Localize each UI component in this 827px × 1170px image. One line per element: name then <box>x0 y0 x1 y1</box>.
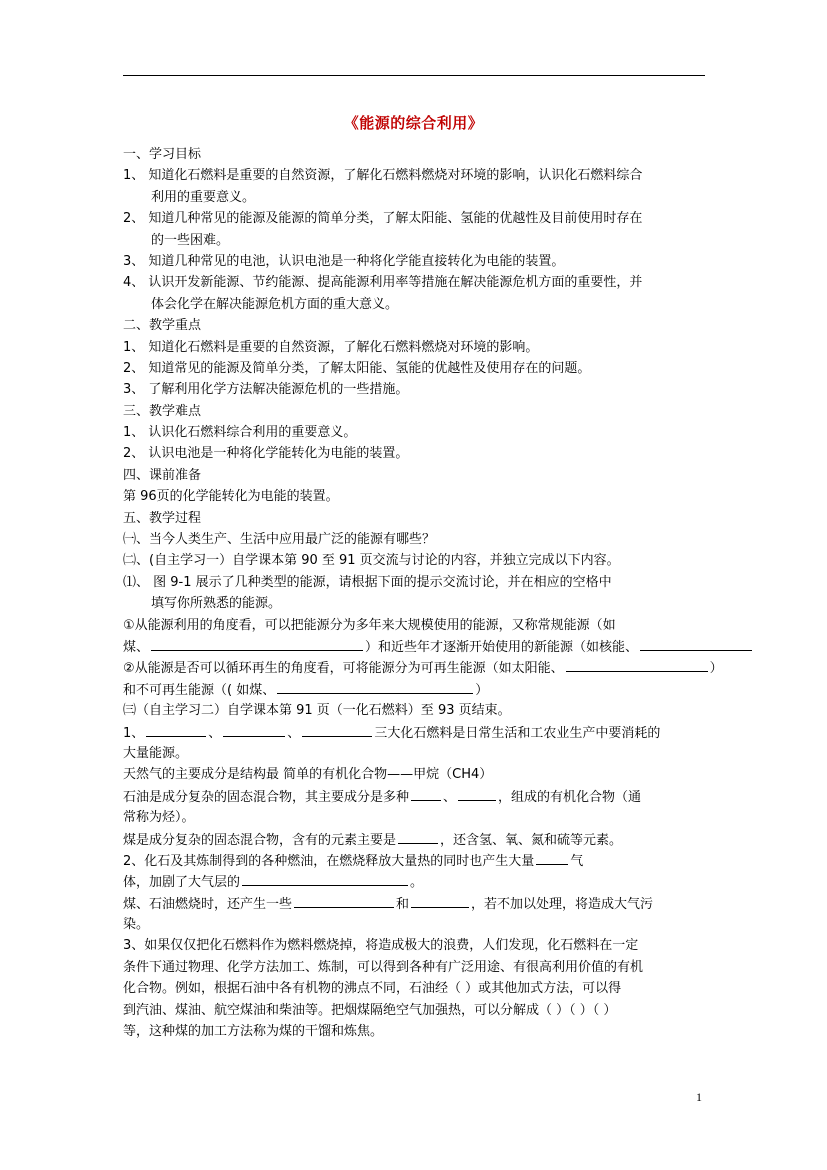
text-line: 1、 知道化石燃料是重要的自然资源，了解化石燃料燃烧对环境的影响，认识化石燃料综合 <box>123 168 643 184</box>
text-fragment: ） <box>475 682 489 698</box>
text-fragment: 煤、石油燃烧时，还产生一些 <box>123 896 293 912</box>
text-line: 2、 知道常见的能源及简单分类，了解太阳能、氢能的优越性及使用存在的问题。 <box>123 360 591 376</box>
text-line: 1、 知道化石燃料是重要的自然资源，了解化石燃料燃烧对环境的影响。 <box>123 339 539 355</box>
text-line: 2、 认识电池是一种将化学能转化为电能的装置。 <box>123 446 409 462</box>
fill-in-line <box>123 657 723 678</box>
text-line: 常称为烃）。 <box>123 810 195 826</box>
text-line: 到汽油、煤油、航空煤油和柴油等。把烟煤隔绝空气加强热，可以分解成（ ）（ ）（ ） <box>123 1002 617 1018</box>
text-line: ㈡、(自主学习一）自学课本第 90 至 91 页交流与讨论的内容，并独立完成以下内容。 <box>123 553 620 569</box>
answer-blank[interactable] <box>398 829 438 844</box>
text-line: 利用的重要意义。 <box>151 189 256 205</box>
text-fragment: 1、 <box>123 725 145 741</box>
text-line: 体会化学在解决能源危机方面的重大意义。 <box>151 296 399 312</box>
section-heading: 一、学习目标 <box>123 147 202 162</box>
fill-in-line <box>123 829 709 850</box>
section-heading: 五、教学过程 <box>123 510 202 526</box>
text-line: 1、 认识化石燃料综合利用的重要意义。 <box>123 425 357 441</box>
answer-blank[interactable] <box>146 722 206 737</box>
fill-in-line <box>123 679 709 700</box>
answer-blank[interactable] <box>458 786 496 801</box>
text-fragment: 。 <box>410 875 424 891</box>
text-fragment: 、 <box>208 725 222 741</box>
text-fragment: ，组成的有机化合物（通 <box>498 789 642 805</box>
answer-blank[interactable] <box>223 722 285 737</box>
text-fragment: ，还含氢、氧、氮和硫等元素。 <box>440 832 623 848</box>
header-rule <box>123 75 705 76</box>
text-line: ㈢（自主学习二）自学课本第 91 页（一化石燃料）至 93 页结束。 <box>123 703 511 719</box>
text-line: 4、 认识开发新能源、节约能源、提高能源利用率等措施在解决能源危机方面的重要性，并 <box>123 275 643 291</box>
fill-in-line <box>123 636 709 657</box>
text-fragment: 气 <box>570 853 584 869</box>
text-fragment: 体，加剧了大气层的 <box>123 875 241 891</box>
answer-blank[interactable] <box>411 786 441 801</box>
fill-in-line <box>123 871 709 892</box>
text-line: 填写你所熟悉的能源。 <box>151 596 282 612</box>
text-line: 大量能源。 <box>123 745 189 761</box>
text-fragment: 煤是成分复杂的固态混合物，含有的元素主要是 <box>123 832 397 848</box>
page-number: 1 <box>696 1090 702 1104</box>
section-heading: 二、教学重点 <box>123 318 202 334</box>
answer-blank[interactable] <box>151 636 363 651</box>
fill-in-line <box>123 893 709 914</box>
answer-blank[interactable] <box>566 657 708 672</box>
answer-blank[interactable] <box>242 871 408 886</box>
section-heading: 四、课前准备 <box>123 467 202 483</box>
text-line: 的一些困难。 <box>151 232 230 248</box>
document-title: 《能源的综合利用》 <box>343 114 484 132</box>
fill-in-line <box>123 786 709 807</box>
text-line: 第 96页的化学能转化为电能的装置。 <box>123 489 339 505</box>
text-fragment: 和不可再生能源（( 如煤、 <box>123 682 276 698</box>
text-line: ⑴、 图 9-1 展示了几种类型的能源，请根据下面的提示交流讨论，并在相应的空格中 <box>123 574 612 590</box>
text-fragment: 2、化石及其炼制得到的各种燃油，在燃烧释放大量热的同时也产生大量 <box>123 853 535 869</box>
text-line: 3、 知道几种常见的电池，认识电池是一种将化学能直接转化为电能的装置。 <box>123 253 565 269</box>
text-line: 染。 <box>123 917 150 933</box>
text-line: 2、 知道几种常见的能源及能源的简单分类，了解太阳能、氢能的优越性及目前使用时存在 <box>123 211 643 227</box>
text-fragment: 、 <box>287 725 301 741</box>
answer-blank[interactable] <box>302 722 372 737</box>
document-body <box>123 144 723 1042</box>
text-line: ㈠、当今人类生产、生活中应用最广泛的能源有哪些？ <box>123 532 436 548</box>
text-fragment: 石油是成分复杂的固态混合物，其主要成分是多种 <box>123 789 410 805</box>
answer-blank[interactable] <box>536 850 568 865</box>
text-fragment: ） <box>709 661 723 677</box>
text-fragment: ）和近些年才逐渐开始使用的新能源（如核能、 <box>365 639 639 655</box>
text-line: 条件下通过物理、化学方法加工、炼制，可以得到各种有广泛用途、有很高利用价值的有机 <box>123 959 644 975</box>
text-line: 3、 了解利用化学方法解决能源危机的一些措施。 <box>123 382 409 398</box>
text-line: 天然气的主要成分是结构最 简单的有机化合物——甲烷（CH4） <box>123 767 493 783</box>
text-line: 等，这种煤的加工方法称为煤的干馏和炼焦。 <box>123 1024 384 1040</box>
answer-blank[interactable] <box>640 636 752 651</box>
answer-blank[interactable] <box>411 893 469 908</box>
text-line: 3、如果仅仅把化石燃料作为燃料燃烧掉，将造成极大的浪费，人们发现，化石燃料在一定 <box>123 938 639 954</box>
text-fragment: ，若不加以处理，将造成大气污 <box>471 896 654 912</box>
text-line: ①从能源利用的角度看，可以把能源分为多年来大规模使用的能源，又称常规能源（如 <box>123 617 616 633</box>
answer-blank[interactable] <box>277 679 473 694</box>
text-fragment: 三大化石燃料是日常生活和工农业生产中要消耗的 <box>374 725 661 741</box>
text-fragment: ②从能源是否可以循环再生的角度看，可将能源分为可再生能源（如太阳能、 <box>123 661 564 677</box>
text-fragment: 煤、 <box>123 639 150 655</box>
answer-blank[interactable] <box>294 893 394 908</box>
fill-in-line <box>123 722 709 743</box>
section-heading: 三、教学难点 <box>123 403 202 419</box>
fill-in-line <box>123 850 709 871</box>
text-fragment: 、 <box>443 789 457 805</box>
text-fragment: 和 <box>396 896 410 912</box>
text-line: 化合物。例如，根据石油中各有机物的沸点不同，石油经（ ）或其他加式方法，可以得 <box>123 981 622 997</box>
